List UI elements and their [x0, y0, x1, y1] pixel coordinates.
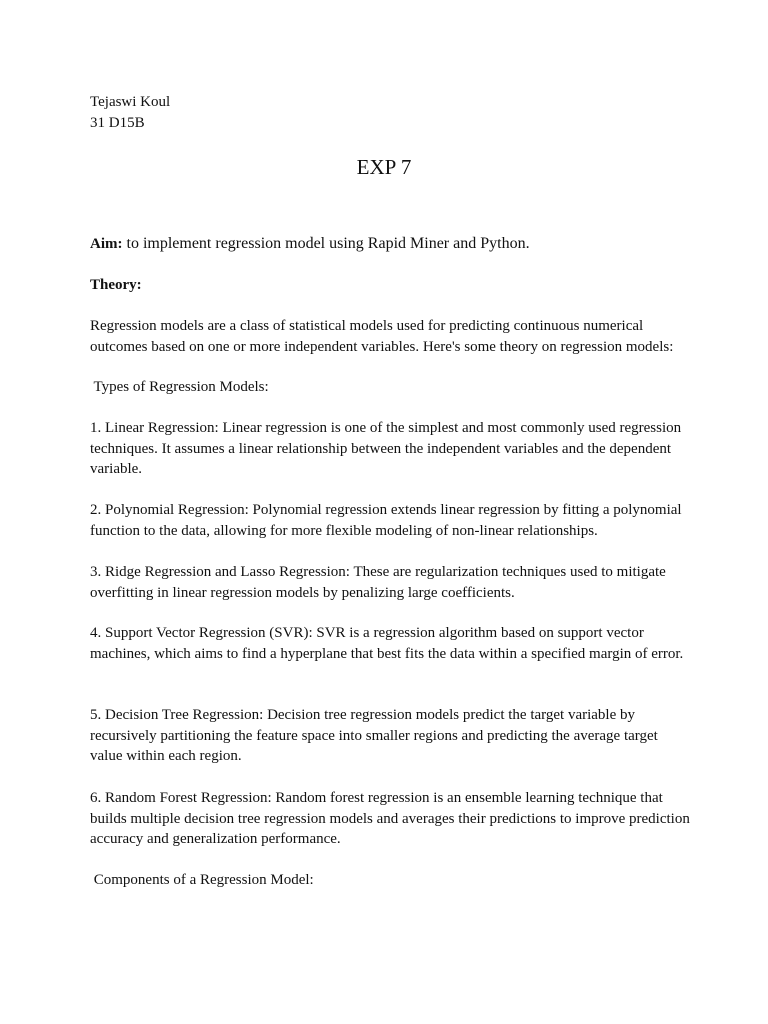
components-heading: Components of a Regression Model:	[90, 872, 314, 888]
list-item-ridge-lasso-regression: 3. Ridge Regression and Lasso Regression: These are regularization techniques used to mitigate overfitting in linear regression models by penalizing large coefficients.	[90, 564, 666, 601]
author-name: Tejaswi Koul	[90, 94, 171, 110]
document-title-text: EXP 7	[356, 155, 412, 179]
aim-label: Aim:	[90, 236, 123, 252]
aim-text: to implement regression model using Rapid Miner and Python.	[122, 235, 530, 252]
intro-paragraph: Regression models are a class of statistical models used for predicting continuous numerical outcomes based on one or more independent variables. Here's some theory on regression models:	[90, 318, 674, 355]
list-item-decision-tree-regression: 5. Decision Tree Regression: Decision tree regression models predict the target variable by recursively partitioning the feature space into smaller regions and predicting the average target value within each region.	[90, 707, 658, 764]
list-item-linear-regression: 1. Linear Regression: Linear regression is one of the simplest and most commonly used regression techniques. It assumes a linear relationship between the independent variables and the dependent variable.	[90, 420, 682, 477]
list-item-svr: 4. Support Vector Regression (SVR): SVR is a regression algorithm based on support vector machines, which aims to find a hyperplane that best fits the data within a specified margin of error.	[90, 625, 684, 662]
types-heading: Types of Regression Models:	[90, 379, 269, 395]
list-item-random-forest-regression: 6. Random Forest Regression: Random forest regression is an ensemble learning technique that builds multiple decision tree regression models and averages their predictions to improve prediction accuracy and generalization performance.	[90, 790, 690, 847]
document-title	[0, 153, 768, 181]
roll-class: 31 D15B	[90, 115, 145, 131]
list-item-polynomial-regression: 2. Polynomial Regression: Polynomial regression extends linear regression by fitting a polynomial function to the data, allowing for more flexible modeling of non-linear relationships.	[90, 502, 682, 539]
theory-heading: Theory:	[90, 277, 142, 293]
aim-line	[90, 233, 690, 255]
author-block	[90, 92, 690, 134]
